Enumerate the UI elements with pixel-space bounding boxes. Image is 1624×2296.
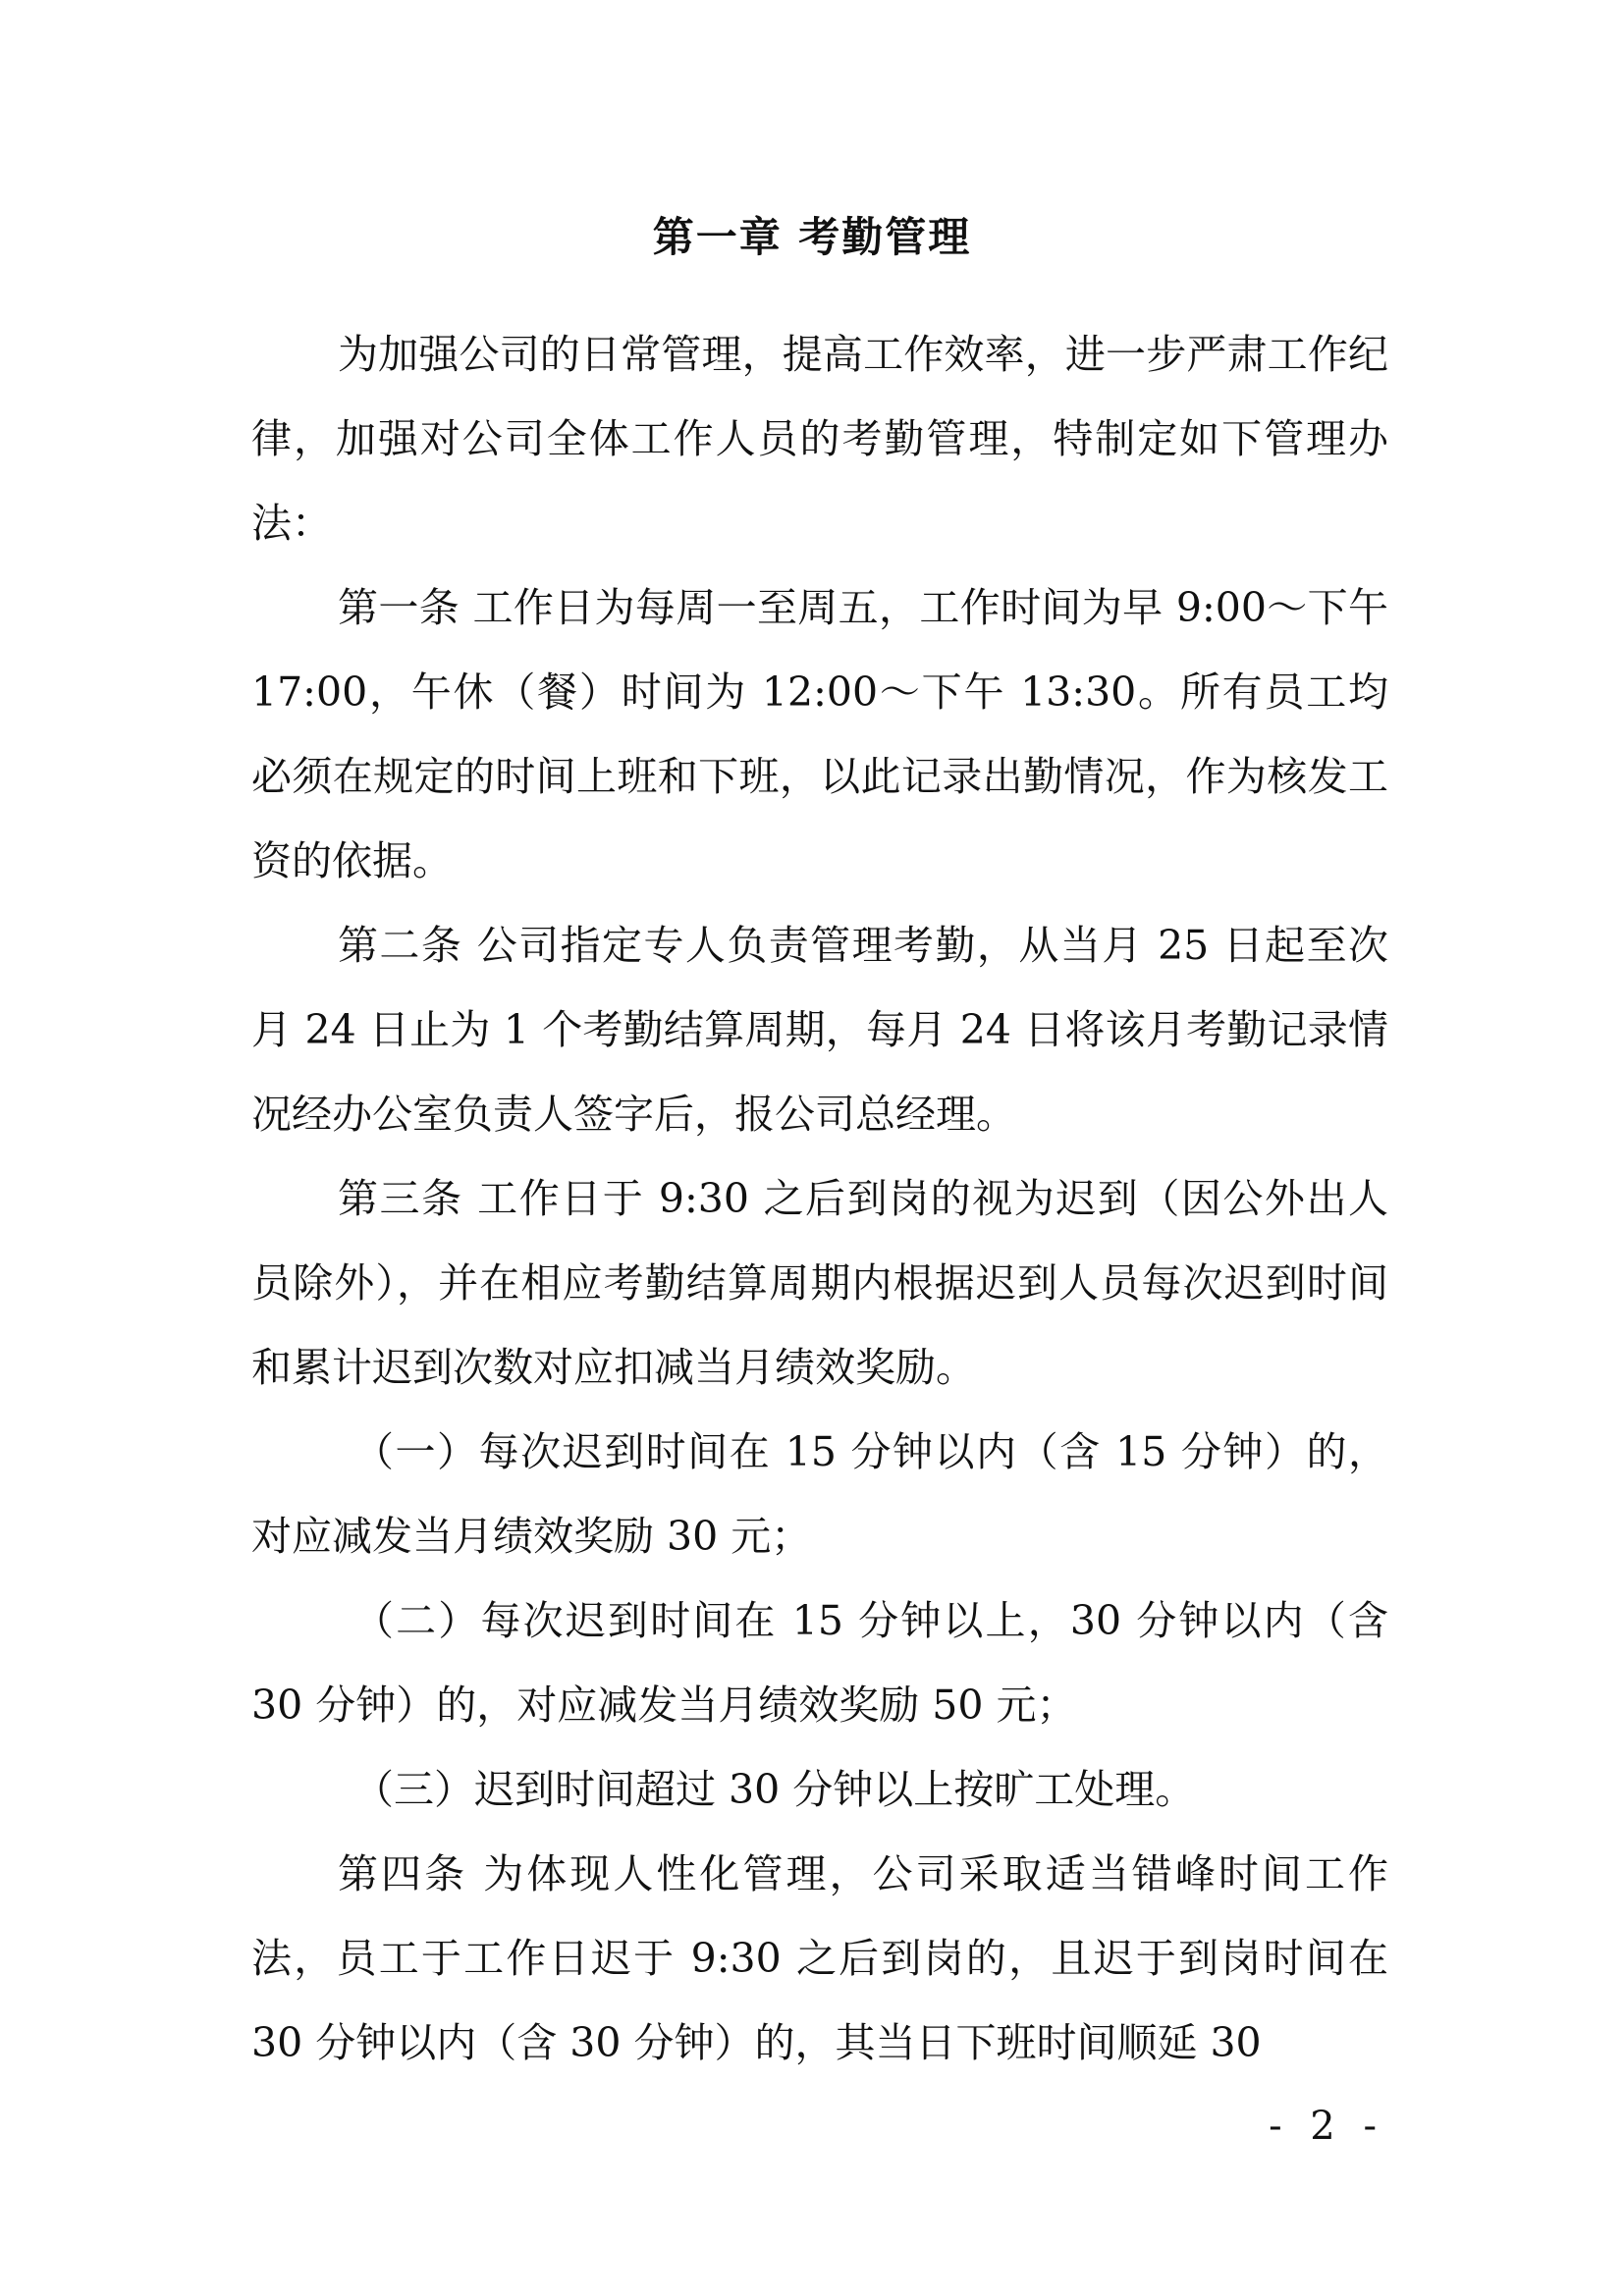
paragraph-text: 工作日为每周一至周五，工作时间为早 9:00～下午 17:00，午休（餐）时间为 12:00～下午 13:30。所有员工均必须在规定的时间上班和下班，以此记录出勤情况，作为核发工资的依据。	[251, 584, 1389, 884]
paragraph-text: 为加强公司的日常管理，提高工作效率，进一步严肃工作纪律，加强对公司全体工作人员的考勤管理，特制定如下管理办法：	[251, 331, 1388, 547]
article-3-paragraph	[251, 1156, 1388, 1410]
paragraph-text: （一）每次迟到时间在 15 分钟以内（含 15 分钟）的，对应减发当月绩效奖励 30 元；	[251, 1428, 1388, 1560]
document-body	[251, 312, 1388, 2085]
article-2-paragraph	[251, 903, 1388, 1156]
paragraph-text: （二）每次迟到时间在 15 分钟以上，30 分钟以内（含 30 分钟）的，对应减发当月绩效奖励 50 元；	[251, 1597, 1388, 1729]
chapter-title: 第一章 考勤管理	[652, 213, 972, 261]
article-label: 第三条	[338, 1175, 463, 1222]
paragraph-text: 工作日于 9:30 之后到岗的视为迟到（因公外出人员除外），并在相应考勤结算周期内根据迟到人员每次迟到时间和累计迟到次数对应扣减当月绩效奖励。	[251, 1175, 1388, 1391]
article-1-paragraph	[251, 565, 1388, 903]
paragraph-text: 公司指定专人负责管理考勤，从当月 25 日起至次月 24 日止为 1 个考勤结算周期，每月 24 日将该月考勤记录情况经办公室负责人签字后，报公司总经理。	[251, 922, 1388, 1138]
article-4-paragraph	[251, 1832, 1388, 2085]
intro-paragraph	[251, 312, 1388, 565]
article-label: 第一条	[338, 584, 460, 631]
page-number: - 2 -	[1269, 2104, 1384, 2149]
article-label: 第四条	[338, 1850, 468, 1897]
article-label: 第二条	[338, 922, 463, 969]
paragraph-text: （三）迟到时间超过 30 分钟以上按旷工处理。	[353, 1766, 1196, 1813]
clause-2-paragraph	[251, 1578, 1388, 1747]
clause-1-paragraph	[251, 1410, 1388, 1578]
clause-3-paragraph	[251, 1747, 1388, 1832]
paragraph-text: 为体现人性化管理，公司采取适当错峰时间工作法，员工于工作日迟于 9:30 之后到岗的，且迟于到岗时间在 30 分钟以内（含 30 分钟）的，其当日下班时间顺延 30	[251, 1850, 1389, 2066]
